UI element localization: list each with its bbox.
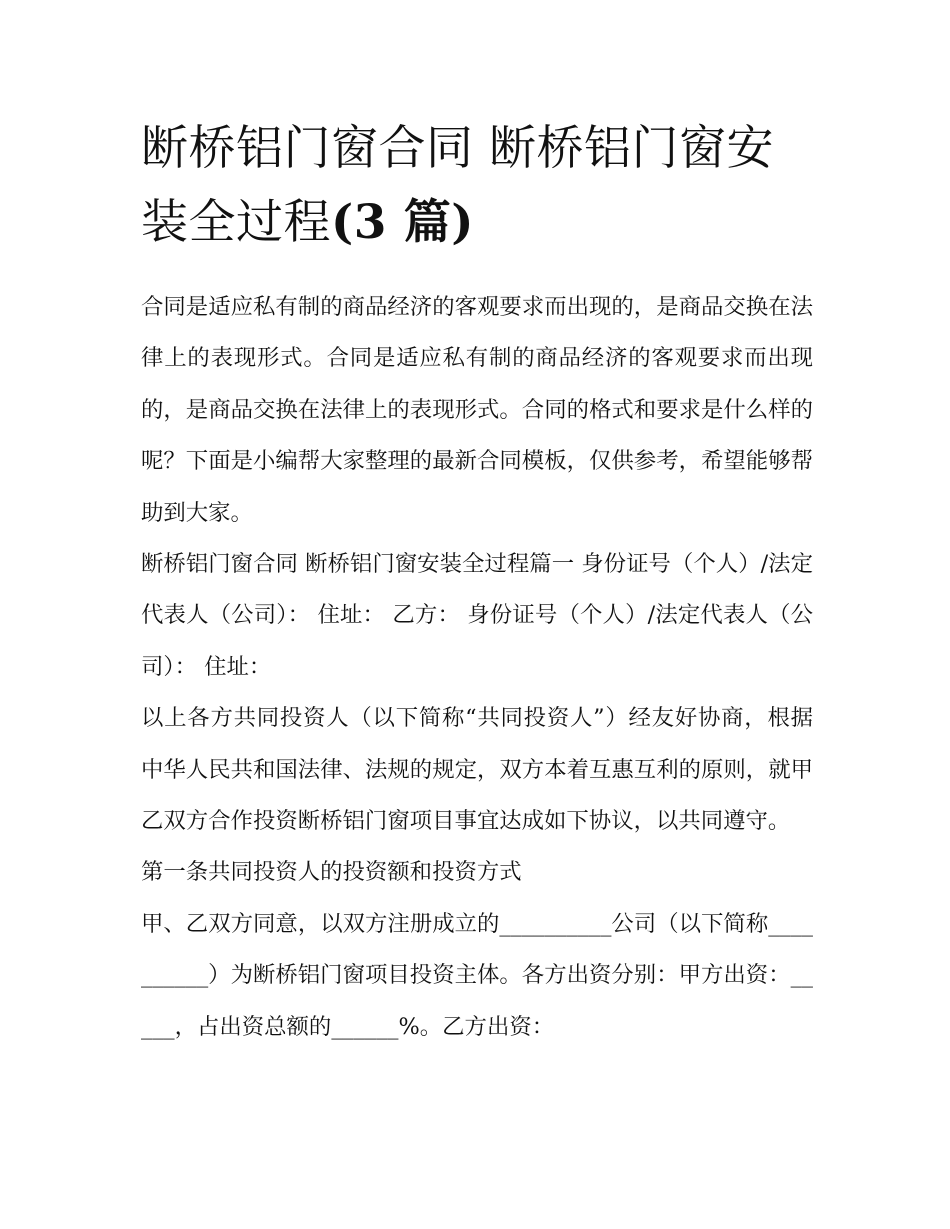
article-heading: 第一条共同投资人的投资额和投资方式 bbox=[141, 859, 522, 886]
paragraph-investment: 甲、乙双方同意，以双方注册成立的__________公司（以下简称__________）为断桥铝门窗项目投资主体。各方出资分别：甲方出资：_____，占出资总额的______%。乙方出资： bbox=[141, 910, 813, 1040]
paragraph-intro: 合同是适应私有制的商品经济的客观要求而出现的，是商品交换在法律上的表现形式。合同是适应私有制的商品经济的客观要求而出现的，是商品交换在法律上的表现形式。合同的格式和要求是什么样的呢？下面是小编帮大家整理的最新合同模板，仅供参考，希望能够帮助到大家。 bbox=[141, 294, 813, 526]
paragraph-agreement: 以上各方共同投资人（以下简称“共同投资人”）经友好协商，根据中华人民共和国法律、法规的规定，双方本着互惠互利的原则，就甲乙双方合作投资断桥铝门窗项目事宜达成如下协议，以共同遵守。 bbox=[141, 705, 813, 835]
document-title: 断桥铝门窗合同 断桥铝门窗安装全过程(3 篇) bbox=[141, 121, 774, 250]
document-body bbox=[141, 112, 813, 1053]
paragraph-parties: 断桥铝门窗合同 断桥铝门窗安装全过程篇一 身份证号（个人）/法定代表人（公司）： 住址： 乙方： 身份证号（个人）/法定代表人（公司）： 住址： bbox=[141, 551, 813, 680]
title-count: (3 篇) bbox=[331, 195, 475, 250]
